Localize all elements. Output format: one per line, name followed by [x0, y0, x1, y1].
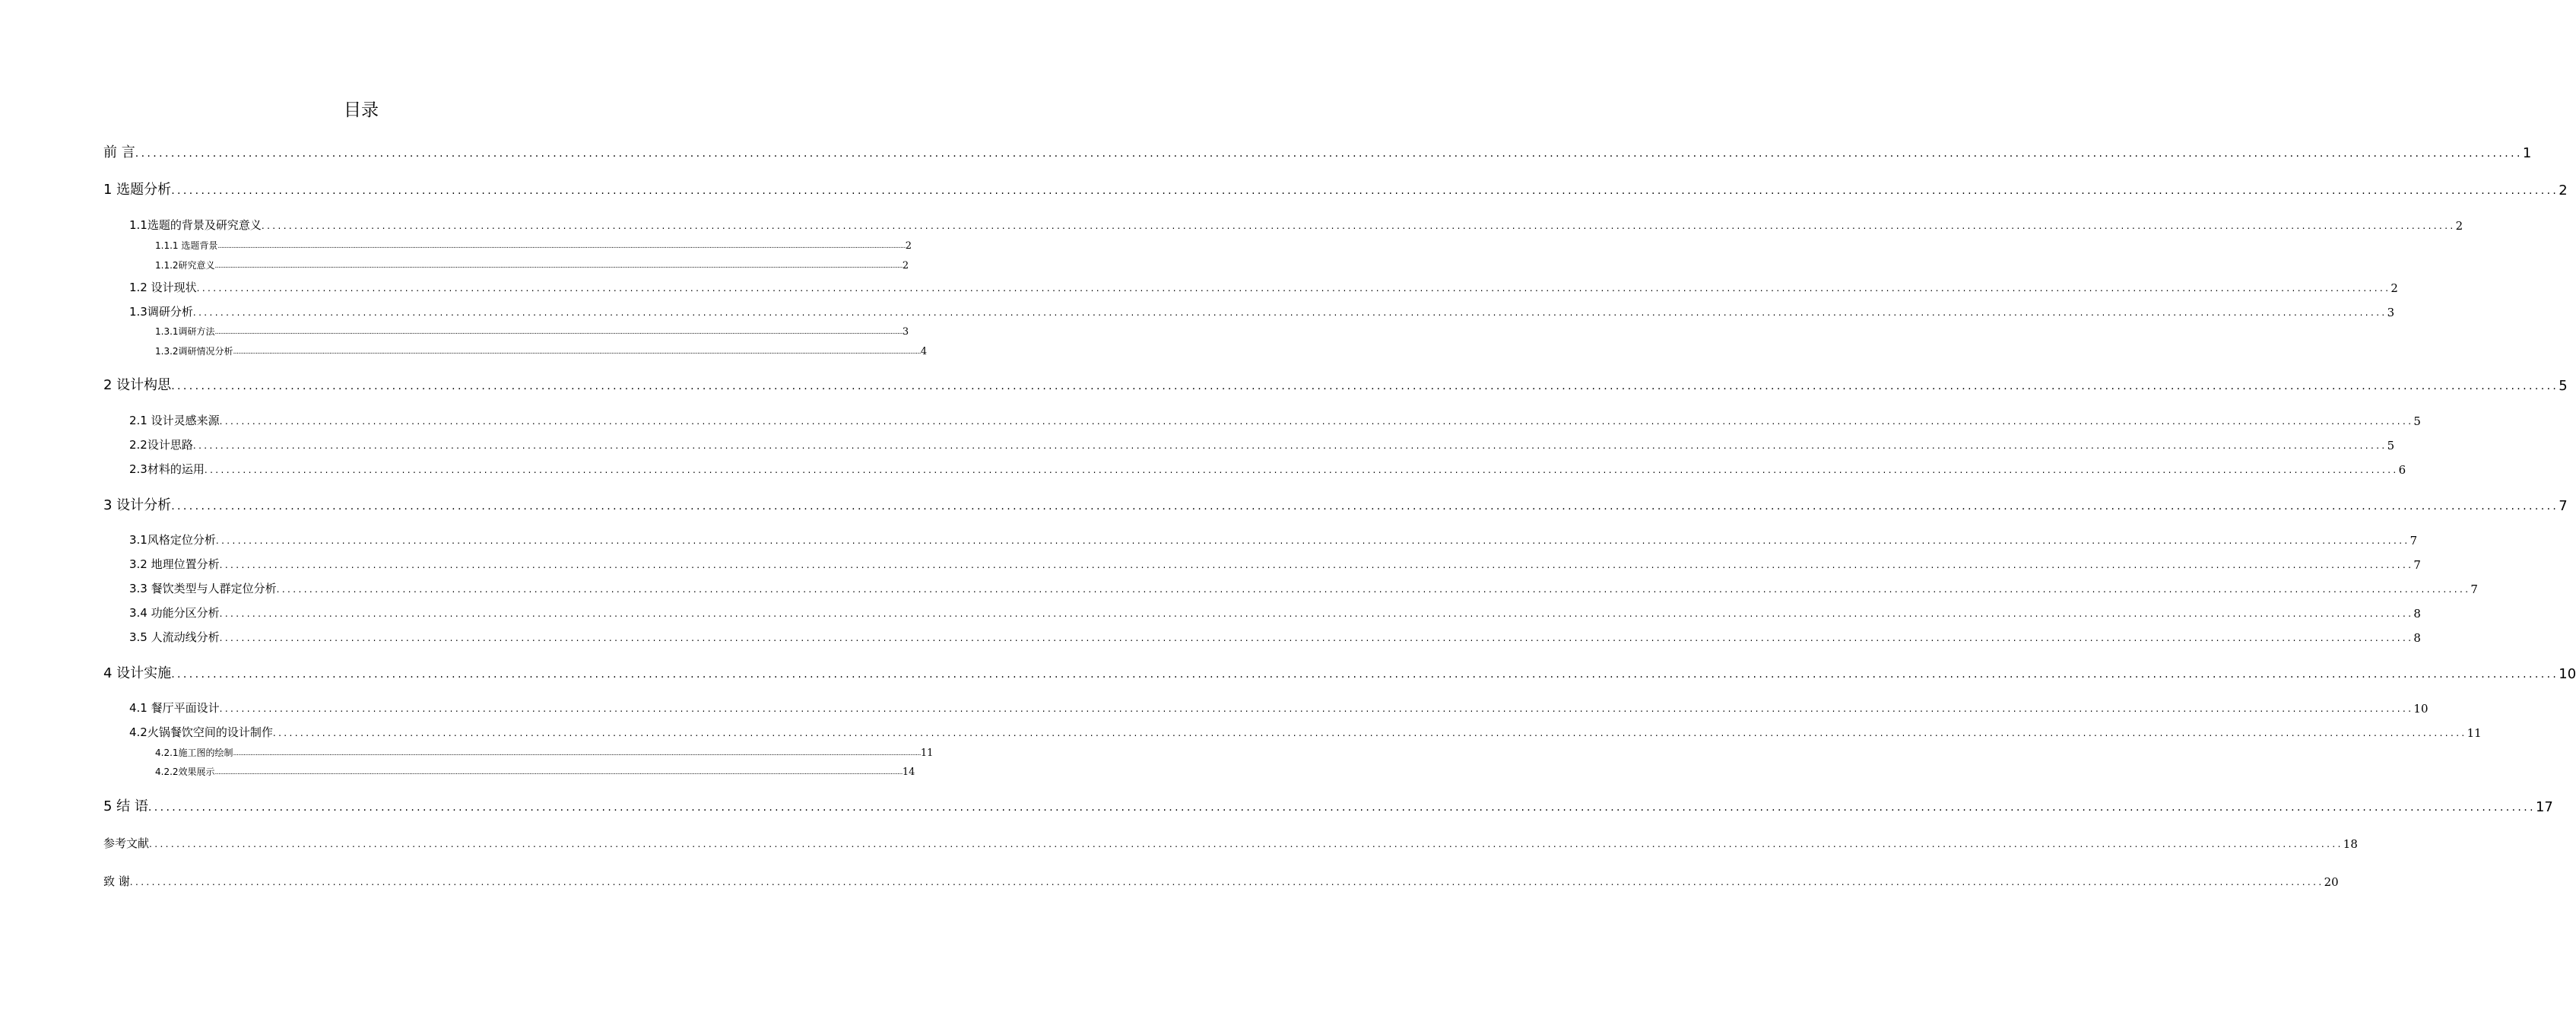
- toc-entry-label: 4.2.2效果展示: [155, 766, 215, 777]
- dot-leader: ................................................................................................................................................................................................................................................................................................................................................................................................................: [272, 728, 2467, 738]
- toc-entry-page: 1: [2522, 145, 2532, 161]
- dot-leader: ................................................................................................................................................................................................................................................................................................................................................................................................................: [129, 877, 2324, 887]
- toc-entry-label: 参考文献: [103, 836, 150, 850]
- dot-leader: ................................................................................................................................................................................................................................................................................................................................................................................................................: [171, 500, 2559, 513]
- dot-leader: ................................................................................................................................................................................................................................................................................................................................................................................................................: [217, 243, 906, 250]
- toc-entry-2-3[interactable]: [129, 460, 2406, 477]
- toc-entry-label: 5 结 语: [103, 798, 148, 814]
- toc-entry-label: 3.4 功能分区分析: [129, 606, 220, 620]
- toc-entry-1-1[interactable]: [129, 216, 2463, 233]
- toc-entry-chapter-2[interactable]: [103, 374, 2568, 394]
- toc-entry-page: 2: [902, 260, 909, 271]
- toc-entry-3-4[interactable]: [129, 604, 2421, 620]
- dot-leader: ................................................................................................................................................................................................................................................................................................................................................................................................................: [214, 328, 903, 336]
- toc-entry-label: 1.1.1 选题背景: [155, 240, 218, 251]
- dot-leader: ................................................................................................................................................................................................................................................................................................................................................................................................................: [214, 262, 903, 270]
- dot-leader: ................................................................................................................................................................................................................................................................................................................................................................................................................: [219, 703, 2414, 714]
- toc-entry-label: 2.2设计思路: [129, 438, 193, 452]
- toc-entry-page: 2: [2390, 281, 2398, 295]
- toc-entry-label: 2.1 设计灵感来源: [129, 414, 220, 427]
- toc-entry-page: 8: [2413, 607, 2421, 620]
- dot-leader: ................................................................................................................................................................................................................................................................................................................................................................................................................: [261, 221, 2456, 231]
- dot-leader: ................................................................................................................................................................................................................................................................................................................................................................................................................: [233, 750, 921, 757]
- toc-entry-3-1[interactable]: [129, 531, 2418, 548]
- toc-entry-page: 7: [2559, 498, 2568, 514]
- toc-entry-chapter-3[interactable]: [103, 494, 2568, 514]
- toc-entry-page: 17: [2535, 799, 2553, 815]
- toc-entry-chapter-1[interactable]: [103, 179, 2568, 198]
- dot-leader: ................................................................................................................................................................................................................................................................................................................................................................................................................: [171, 668, 2559, 681]
- dot-leader: ................................................................................................................................................................................................................................................................................................................................................................................................................: [149, 839, 2343, 849]
- dot-leader: ................................................................................................................................................................................................................................................................................................................................................................................................................: [192, 440, 2387, 451]
- dot-leader: ................................................................................................................................................................................................................................................................................................................................................................................................................: [219, 416, 2414, 427]
- toc-entry-3-3[interactable]: [129, 579, 2478, 596]
- toc-entry-page: 11: [2467, 726, 2482, 740]
- toc-entry-page: 2: [2455, 219, 2463, 233]
- toc-entry-preface[interactable]: [103, 141, 2532, 161]
- dot-leader: ................................................................................................................................................................................................................................................................................................................................................................................................................: [276, 584, 2471, 595]
- toc-entry-label: 3.5 人流动线分析: [129, 630, 220, 644]
- dot-leader: ................................................................................................................................................................................................................................................................................................................................................................................................................: [214, 769, 903, 776]
- toc-entry-page: 18: [2343, 837, 2358, 851]
- toc-entry-label: 1.3调研分析: [129, 305, 193, 319]
- toc-entry-1-1-1[interactable]: [155, 238, 912, 252]
- toc-entry-label: 致 谢: [103, 874, 130, 888]
- dot-leader: ................................................................................................................................................................................................................................................................................................................................................................................................................: [204, 465, 2399, 475]
- toc-entry-1-3-2[interactable]: [155, 344, 928, 357]
- page-title: 目录: [344, 100, 379, 120]
- dot-leader: ................................................................................................................................................................................................................................................................................................................................................................................................................: [196, 283, 2391, 294]
- toc-entry-label: 1.3.1调研方法: [155, 326, 215, 337]
- toc-entry-label: 1.3.2调研情况分析: [155, 346, 233, 357]
- toc-entry-page: 7: [2409, 534, 2418, 548]
- toc-entry-page: 14: [902, 766, 915, 778]
- toc-entry-label: 4 设计实施: [103, 665, 172, 681]
- dot-leader: ................................................................................................................................................................................................................................................................................................................................................................................................................: [135, 148, 2523, 160]
- toc-entry-references[interactable]: [103, 834, 2358, 851]
- toc-entry-label: 1.2 设计现状: [129, 281, 197, 294]
- toc-entry-1-2[interactable]: [129, 278, 2398, 295]
- toc-entry-page: 3: [902, 326, 909, 338]
- toc-entry-label: 3 设计分析: [103, 497, 172, 513]
- toc-entry-3-2[interactable]: [129, 555, 2421, 572]
- toc-entry-page: 4: [920, 346, 928, 357]
- toc-entry-label: 1.1选题的背景及研究意义: [129, 218, 262, 232]
- toc-entry-page: 6: [2398, 463, 2406, 477]
- toc-entry-label: 4.2.1施工图的绘制: [155, 747, 233, 758]
- dot-leader: ................................................................................................................................................................................................................................................................................................................................................................................................................: [148, 801, 2536, 814]
- dot-leader: ................................................................................................................................................................................................................................................................................................................................................................................................................: [171, 380, 2559, 392]
- toc-entry-label: 1.1.2研究意义: [155, 260, 215, 271]
- toc-entry-label: 3.3 餐饮类型与人群定位分析: [129, 582, 277, 595]
- toc-entry-label: 2.3材料的运用: [129, 462, 205, 476]
- dot-leader: ................................................................................................................................................................................................................................................................................................................................................................................................................: [233, 348, 921, 356]
- dot-leader: ................................................................................................................................................................................................................................................................................................................................................................................................................: [215, 535, 2410, 546]
- dot-leader: ................................................................................................................................................................................................................................................................................................................................................................................................................: [219, 633, 2414, 643]
- toc-entry-2-2[interactable]: [129, 436, 2395, 452]
- toc-entry-label: 1 选题分析: [103, 182, 172, 198]
- toc-entry-4-1[interactable]: [129, 699, 2428, 716]
- toc-entry-4-2[interactable]: [129, 723, 2482, 740]
- toc-entry-label: 4.2火锅餐饮空间的设计制作: [129, 725, 273, 739]
- toc-entry-4-2-1[interactable]: [155, 745, 934, 759]
- toc-entry-page: 5: [2413, 414, 2421, 428]
- toc-entry-chapter-5[interactable]: [103, 795, 2553, 815]
- toc-entry-chapter-4[interactable]: [103, 662, 2576, 682]
- toc-entry-label: 2 设计构思: [103, 377, 172, 393]
- toc-entry-page: 2: [2559, 182, 2568, 198]
- toc-entry-page: 2: [905, 240, 912, 252]
- toc-entry-page: 5: [2387, 439, 2395, 452]
- toc-entry-page: 10: [2413, 702, 2428, 716]
- toc-entry-acknowledgements[interactable]: [103, 872, 2339, 889]
- toc-entry-label: 前 言: [103, 144, 135, 160]
- toc-entry-1-3[interactable]: [129, 303, 2395, 319]
- toc-entry-page: 7: [2413, 558, 2421, 572]
- toc-entry-1-1-2[interactable]: [155, 258, 909, 271]
- toc-entry-page: 11: [920, 747, 934, 759]
- toc-entry-page: 5: [2559, 378, 2568, 394]
- toc-entry-page: 7: [2470, 582, 2478, 596]
- toc-entry-label: 3.2 地理位置分析: [129, 557, 220, 571]
- toc-entry-page: 10: [2559, 666, 2576, 682]
- toc-entry-1-3-1[interactable]: [155, 324, 909, 338]
- toc-entry-4-2-2[interactable]: [155, 764, 915, 778]
- toc-entry-label: 4.1 餐厅平面设计: [129, 701, 220, 715]
- toc-entry-label: 3.1风格定位分析: [129, 533, 216, 547]
- toc-entry-2-1[interactable]: [129, 411, 2421, 428]
- toc-entry-page: 8: [2413, 631, 2421, 645]
- dot-leader: ................................................................................................................................................................................................................................................................................................................................................................................................................: [171, 185, 2559, 197]
- dot-leader: ................................................................................................................................................................................................................................................................................................................................................................................................................: [219, 608, 2414, 619]
- dot-leader: ................................................................................................................................................................................................................................................................................................................................................................................................................: [192, 307, 2387, 318]
- dot-leader: ................................................................................................................................................................................................................................................................................................................................................................................................................: [219, 560, 2414, 570]
- toc-entry-page: 3: [2387, 306, 2395, 319]
- toc-entry-3-5[interactable]: [129, 628, 2421, 645]
- toc-entry-page: 20: [2324, 875, 2339, 889]
